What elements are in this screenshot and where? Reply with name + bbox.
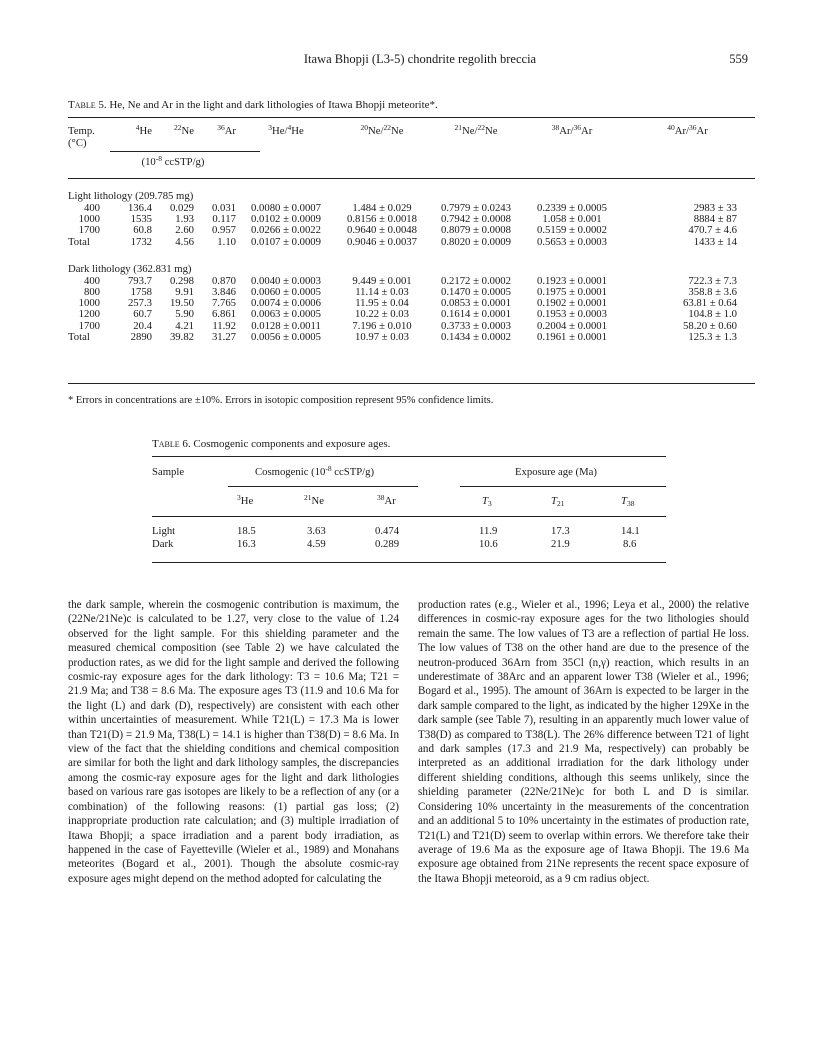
table5-bottom-rule bbox=[68, 383, 755, 384]
table5-unit-row bbox=[68, 138, 755, 150]
table6-caption bbox=[152, 438, 390, 450]
ne20-ne22-col-header: $^{20}$Ne/$^{22}$Ne bbox=[360, 122, 404, 137]
table5-footnote: * Errors in concentrations are ±10%. Errors in isotopic composition represent 95% confidence limits. bbox=[68, 395, 494, 406]
table5-header-bottom-rule bbox=[68, 178, 755, 179]
table-row: 800 1758 9.91 3.846 0.0060 ± 0.0005 11.14 ± 0.03 0.1470 ± 0.0005 0.1975 ± 0.0001 358.8 ± 3.6 bbox=[83, 286, 737, 299]
table5-conc-rule bbox=[110, 151, 260, 152]
ar38-col-header: $^{38}$Ar bbox=[377, 493, 396, 507]
conc-unit-label: ($10^{-8}$ ccSTP/g) bbox=[141, 154, 205, 169]
he3-col-header: $^3$He bbox=[237, 493, 254, 507]
dark-lithology-header: Dark lithology (362.831 mg) bbox=[68, 263, 192, 276]
body-right-column bbox=[418, 598, 749, 886]
table-row: 400 793.7 0.298 0.870 0.0040 ± 0.0003 9.449 ± 0.001 0.2172 ± 0.0002 0.1923 ± 0.0001 722.3 ± 7.3 bbox=[83, 274, 737, 287]
table6-label: Table 6. bbox=[152, 438, 191, 450]
ne22-col-header: $^{22}$Ne bbox=[174, 122, 194, 137]
temp-col-header: Temp. bbox=[68, 124, 95, 137]
table5-conc-unit-row bbox=[68, 150, 755, 170]
table-row: 1000 257.3 19.50 7.765 0.0074 ± 0.0006 11.95 ± 0.04 0.0853 ± 0.0001 0.1902 ± 0.0001 63.81 ± 0.64 bbox=[78, 297, 737, 310]
table6-exposure-header: Exposure age (Ma) bbox=[515, 466, 597, 478]
table-row: 1200 60.7 5.90 6.861 0.0063 ± 0.0005 10.22 ± 0.03 0.1614 ± 0.0001 0.1953 ± 0.0003 104.8 ± 1.0 bbox=[78, 308, 737, 321]
table-row: 1700 20.4 4.21 11.92 0.0128 ± 0.0011 7.196 ± 0.010 0.3733 ± 0.0003 0.2004 ± 0.0001 58.20 ± 0.60 bbox=[78, 319, 737, 332]
table6-bottom-rule bbox=[152, 562, 666, 563]
t3-col-header: $T_3$ bbox=[482, 495, 492, 508]
table6-cosmo-rule bbox=[228, 486, 418, 487]
running-title: Itawa Bhopji (L3-5) chondrite regolith breccia bbox=[303, 52, 537, 66]
table6-exposure-rule bbox=[460, 486, 666, 487]
body-left-column bbox=[68, 598, 399, 886]
table-row: 1000 1535 1.93 0.117 0.0102 ± 0.0009 0.8156 ± 0.0018 0.7942 ± 0.0008 1.058 ± 0.001 8884 ± 87 bbox=[78, 213, 737, 226]
table-row: 400 136.4 0.029 0.031 0.0080 ± 0.0007 1.484 ± 0.029 0.7979 ± 0.0243 0.2339 ± 0.0005 2983 ± 33 bbox=[83, 202, 737, 214]
ne21-col-header: $^{21}$Ne bbox=[304, 493, 324, 507]
table6-cosmogenic-header: Cosmogenic ($10^{-8}$ ccSTP/g) bbox=[255, 464, 375, 478]
ne21-ne22-col-header: $^{21}$Ne/$^{22}$Ne bbox=[454, 122, 498, 137]
table6-header-bottom-rule bbox=[152, 516, 666, 517]
table5-caption-text: He, Ne and Ar in the light and dark lithologies of Itawa Bhopji meteorite*. bbox=[109, 99, 438, 111]
he3-he4-col-header: $^3$He/$^4$He bbox=[268, 122, 304, 137]
ar40-ar36-col-header: $^{40}$Ar/$^{36}$Ar bbox=[667, 122, 708, 137]
table6-top-rule bbox=[152, 456, 666, 457]
light-lithology-header: Light lithology (209.785 mg) bbox=[68, 190, 194, 203]
temp-unit: (°C) bbox=[68, 137, 87, 150]
table-row: 1700 60.8 2.60 0.957 0.0266 ± 0.0022 0.9640 ± 0.0048 0.8079 ± 0.0008 0.5159 ± 0.0002 470.7 ± 4.6 bbox=[78, 224, 737, 237]
ar36-col-header: $^{36}$Ar bbox=[217, 122, 236, 137]
right-column-text: production rates (e.g., Wieler et al., 1996; Leya et al., 2000) the relative differences in cosmic-ray exposure ages for the two lithologies should remain the same. The low values of T3 are a reflection of partial He loss. The low values of T38 on the other hand are due to the presence of the neutron-produced 36Arn from 35Cl (n,γ) reaction, which results in an underestimate of 38Arc and an apparent lower T38 (Wieler et al., 1996; Bogard et al., 1995). The amount of 36Arn is expected to be larger in the dark sample compared to the light, as indicated by the higher 129Xe in the dark sample (see Table 7), resulting in an apparently much lower value of T38(D) as compared to T38(L). The 26% difference between T21 of light and dark samples (17.3 and 21.9 Ma, respectively) can probably be interpreted as an additional irradiation for the dark lithology under different shielding conditions, although this seems unlikely, since the shielding parameter (22Ne/21Ne)c for both L and D is similar. Considering 10% uncertainty in the measurements of the concentration and an additional 5 to 10% uncertainty in the estimates of production rate, T21(L) and T21(D) seem to overlap within errors. We therefore take their average of 19.6 Ma as the exposure age of Itawa Bhopji. The 19.6 Ma exposure age obtained from 21Ne represents the recent space exposure of the Itawa Bhopji meteoroid, as a 9 cm radius object. bbox=[418, 599, 749, 885]
table6-sample-header: Sample bbox=[152, 466, 185, 478]
table6-caption-text: Cosmogenic components and exposure ages. bbox=[193, 438, 391, 450]
ar38-ar36-col-header: $^{38}$Ar/$^{36}$Ar bbox=[551, 122, 593, 137]
table5-label: Table 5. bbox=[68, 99, 107, 111]
page-number: 559 bbox=[729, 52, 748, 66]
table5-caption bbox=[68, 99, 438, 111]
table5-header-row bbox=[68, 116, 755, 138]
t21-col-header: $T_{21}$ bbox=[551, 495, 565, 508]
left-column-text: the dark sample, wherein the cosmogenic contribution is maximum, the (22Ne/21Ne)c is calculated to be 1.27, very close to the value of 1.24 observed for the light sample. For this shielding parameter and the measured chemical composition (see Table 2) we have calculated the production rates, as we did for the light sample and derived the following cosmic-ray exposure ages for the dark lithology: T3 = 10.6 Ma; T21 = 21.9 Ma; and T38 = 8.6 Ma. The exposure ages T3 (11.9 and 10.6 Ma for the light (L) and dark (D), respectively) are consistent with each other within uncertainties of measurement. While T21(L) = 17.3 Ma is lower than T21(D) = 21.9 Ma, T38(L) = 14.1 is higher than T38(D) = 8.6 Ma. In view of the fact that the shielding conditions and chemical composition are similar for both the light and dark lithology samples, the discrepancies among the cosmic-ray exposure ages for the light and dark lithologies based on various rare gas isotopes are likely to be a reflection of any (or a combination) of the following reasons: (1) partial gas loss; (2) inappropriate production rate calculation; and (3) multiple irradiation of Itawa Bhopji; a space irradiation and a parent body irradiation, as happened in the case of Fayetteville (Wieler et al., 1989) and Monahans meteorites (Bogard et al., 2001). Though the absolute cosmic-ray exposure ages might depend on the method adopted for calculating the bbox=[68, 599, 399, 885]
he4-col-header: $^4$He bbox=[135, 122, 152, 137]
table-row: Total 1732 4.56 1.10 0.0107 ± 0.0009 0.9046 ± 0.0037 0.8020 ± 0.0009 0.5653 ± 0.0003 1433 ± 14 bbox=[68, 235, 737, 248]
table-row: Total 2890 39.82 31.27 0.0056 ± 0.0005 10.97 ± 0.03 0.1434 ± 0.0002 0.1961 ± 0.0001 125.3 ± 1.3 bbox=[68, 330, 737, 343]
t38-col-header: $T_{38}$ bbox=[621, 495, 635, 508]
